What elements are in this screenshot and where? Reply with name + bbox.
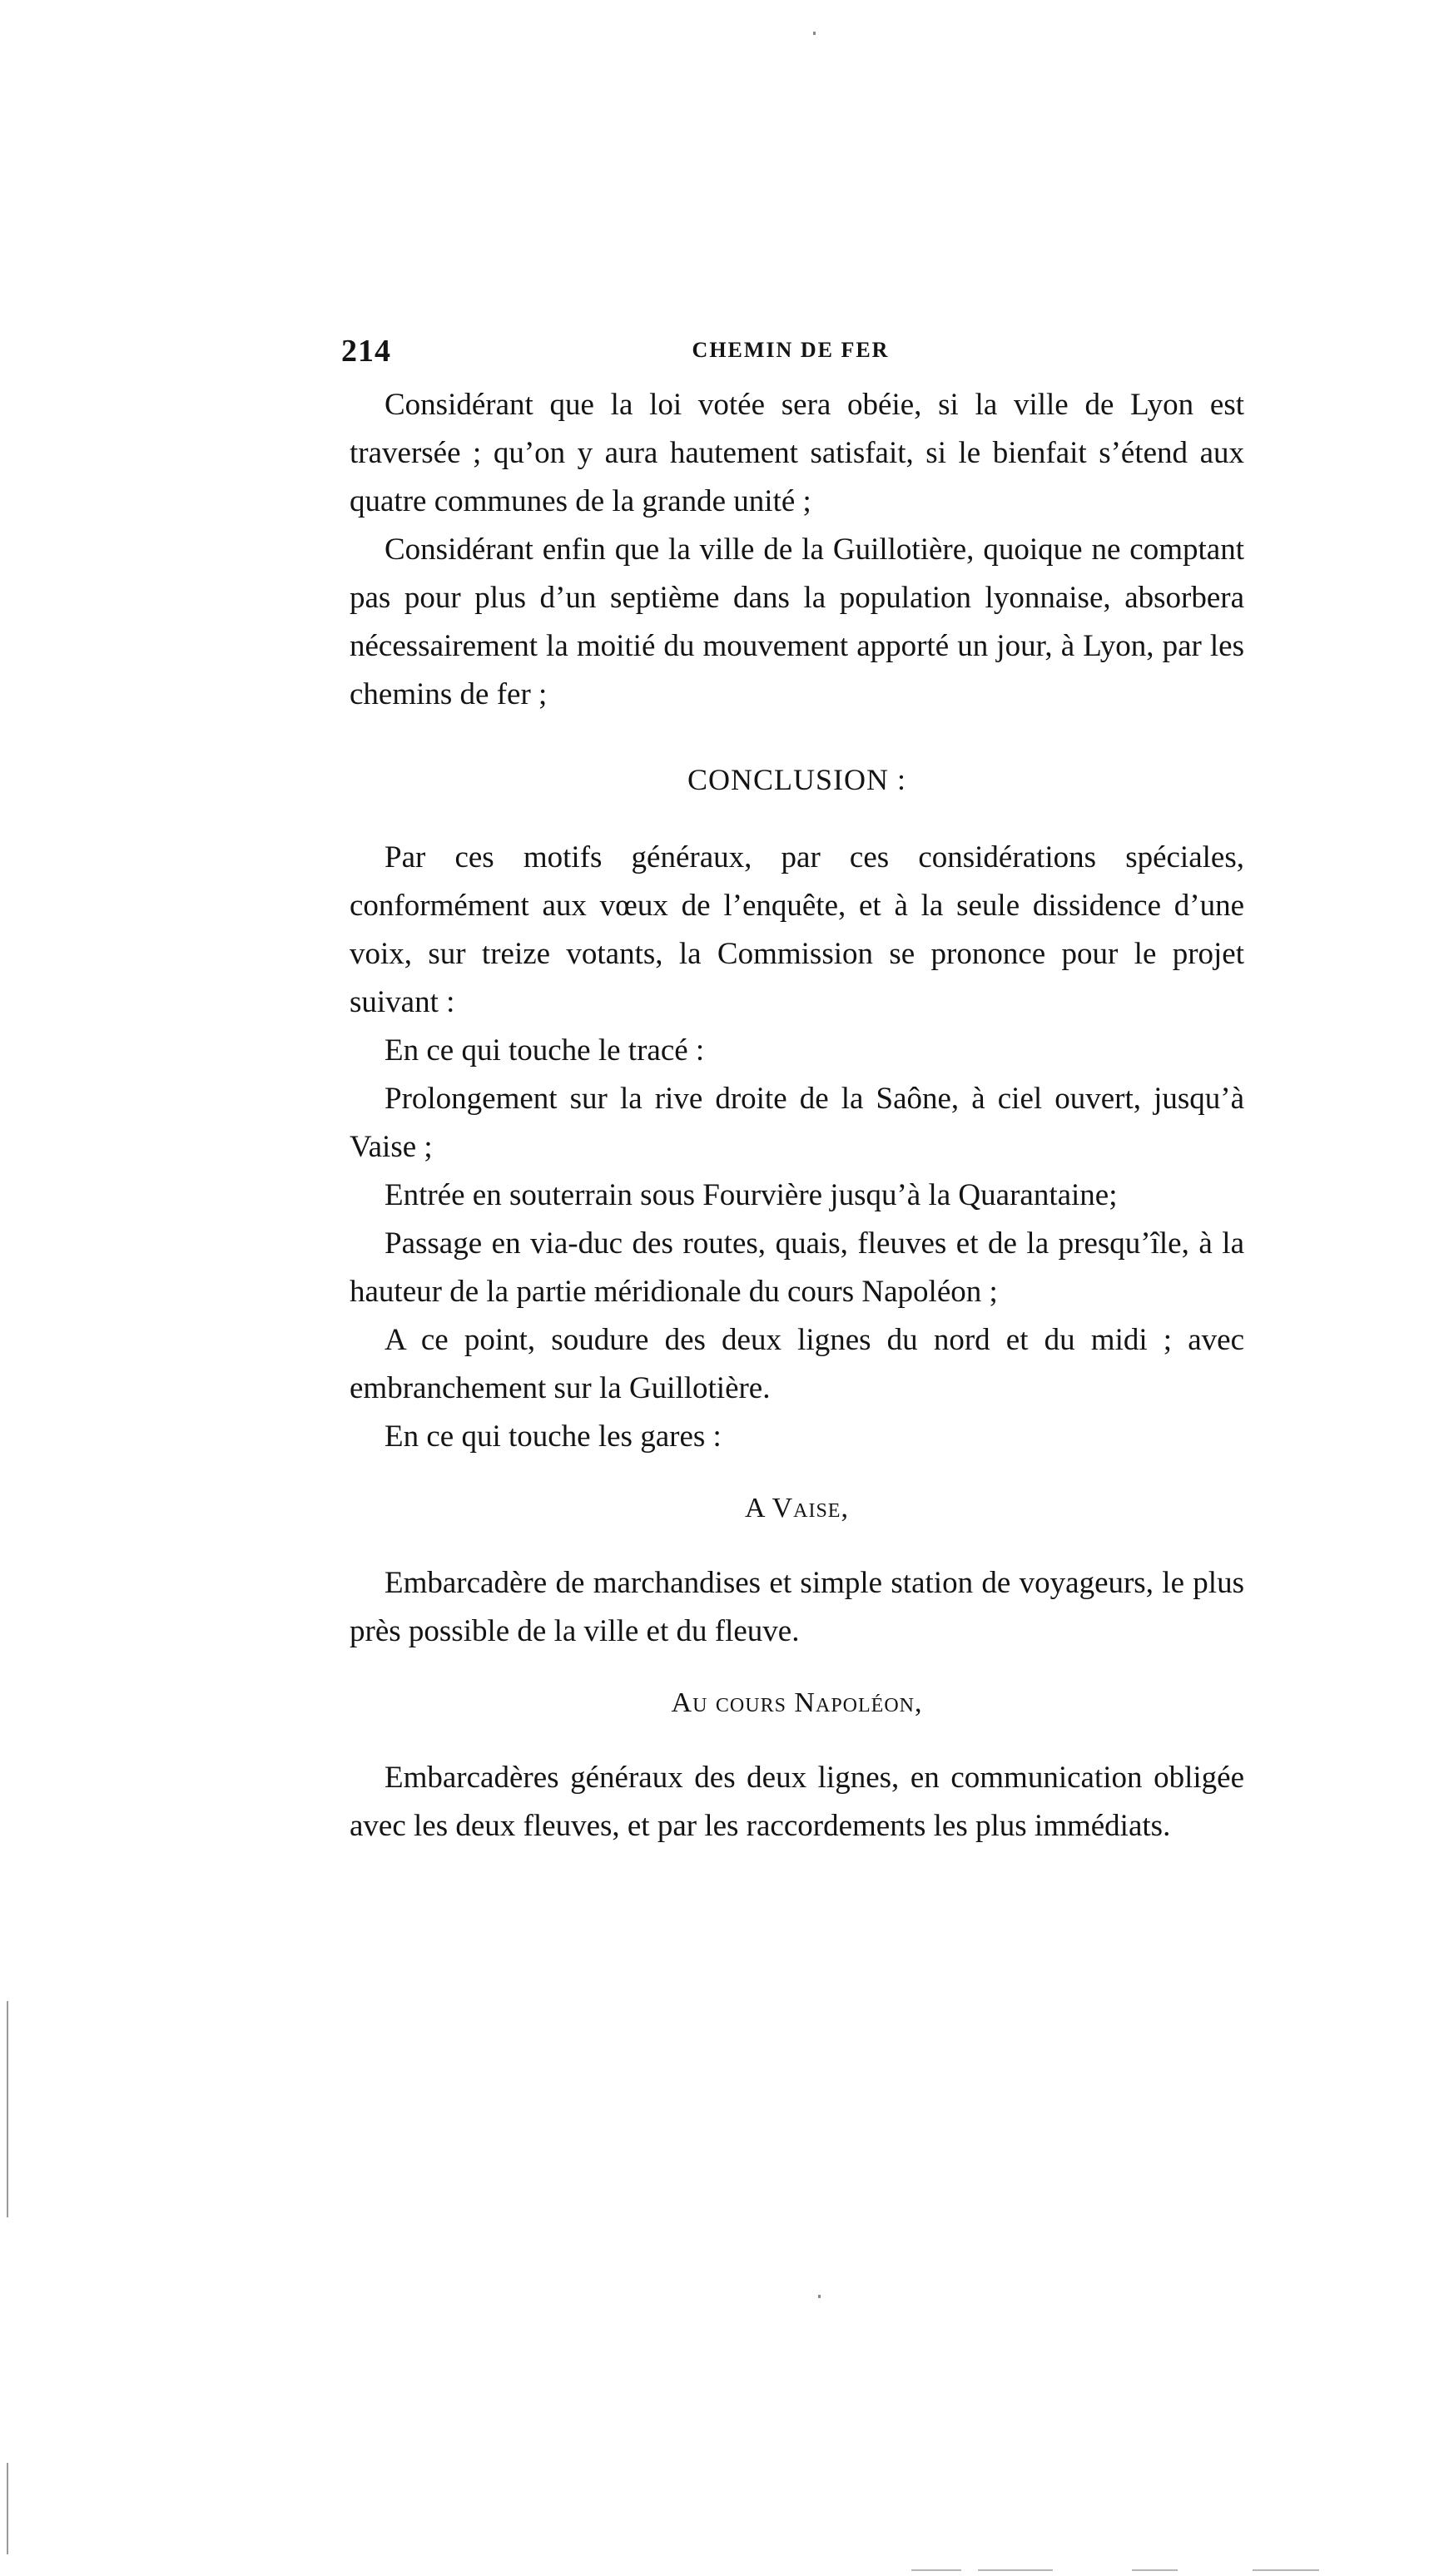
paragraph: Considérant enfin que la ville de la Guillotière, quoique ne comptant pas pour plus d’un septième dans la population lyonnaise, absorbera nécessairement la moitié du mouvement apporté un jour, à Lyon, par les chemins de fer ; (350, 533, 1244, 711)
paragraph: En ce qui touche les gares : (385, 1419, 722, 1454)
page-edge-mark (1253, 2569, 1319, 2571)
body-text (350, 381, 1244, 1850)
paragraph: Entrée en souterrain sous Fourvière jusqu’à la Quarantaine; (385, 1178, 1118, 1212)
paragraph: Passage en via-duc des routes, quais, fleuves et de la presqu’île, à la hauteur de la partie méridionale du cours Napoléon ; (350, 1226, 1244, 1309)
paragraph: Embarcadère de marchandises et simple station de voyageurs, le plus près possible de la ville et du fleuve. (350, 1566, 1244, 1648)
paragraph: Embarcadères généraux des deux lignes, en communication obligée avec les deux fleuves, et par les raccordements les plus immédiats. (350, 1761, 1244, 1843)
page-edge-mark (978, 2569, 1053, 2571)
scan-speck (818, 2295, 821, 2298)
subheading: A Vaise, (745, 1493, 849, 1523)
subheading: Au cours Napoléon, (671, 1687, 923, 1718)
page-edge-mark (7, 2463, 8, 2554)
paragraph: En ce qui touche le tracé : (385, 1033, 705, 1068)
page-edge-mark (1132, 2569, 1178, 2571)
paragraph: Prolongement sur la rive droite de la Saône, à ciel ouvert, jusqu’à Vaise ; (350, 1082, 1244, 1164)
running-title: CHEMIN DE FER (692, 338, 890, 362)
paragraph: Par ces motifs généraux, par ces considérations spéciales, conformément aux vœux de l’enquête, et à la seule dissidence d’une voix, sur treize votants, la Commission se prononce pour le projet suivant : (350, 840, 1244, 1019)
page-header (341, 333, 1240, 374)
paragraph: A ce point, soudure des deux lignes du nord et du midi ; avec embranchement sur la Guillotière. (350, 1323, 1244, 1405)
page-edge-mark (911, 2569, 961, 2571)
paragraph: Considérant que la loi votée sera obéie, si la ville de Lyon est traversée ; qu’on y aura hautement satisfait, si le bienfait s’étend aux quatre communes de la grande unité ; (350, 388, 1244, 518)
page-number: 214 (341, 334, 391, 369)
scan-speck (813, 32, 816, 35)
section-heading: CONCLUSION : (687, 763, 906, 796)
page-edge-mark (7, 2001, 8, 2217)
